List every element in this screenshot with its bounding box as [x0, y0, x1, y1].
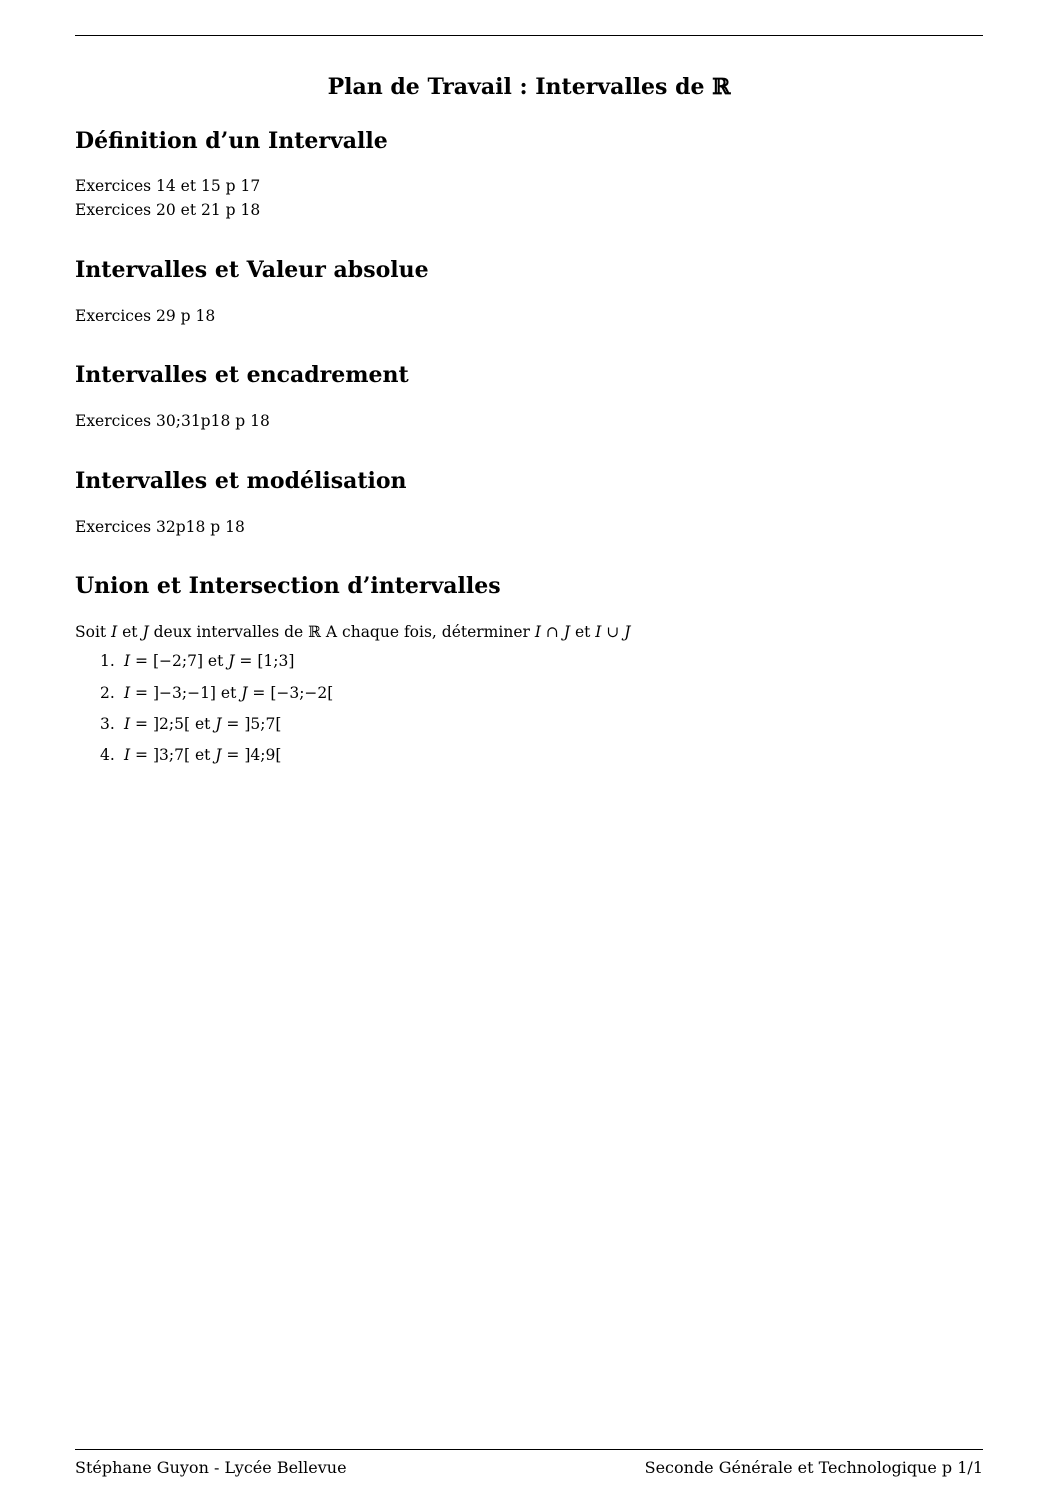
interval-J: ]4;9[ — [244, 746, 282, 764]
list-item — [100, 684, 333, 702]
math-union: I ∪ J — [595, 623, 631, 641]
equals: = — [247, 684, 271, 702]
list-item — [100, 746, 281, 764]
equals: = — [221, 715, 245, 733]
section-heading-definition: Définition d’un Intervalle — [75, 128, 388, 154]
math-J: J — [228, 652, 235, 670]
union-intro — [75, 620, 630, 644]
section-heading-union-intersection: Union et Intersection d’intervalles — [75, 573, 501, 599]
math-I: I — [124, 684, 131, 702]
list-item — [100, 715, 281, 733]
list-number: 4. — [100, 746, 115, 764]
equals: = — [221, 746, 245, 764]
interval-J: [1;3] — [257, 652, 295, 670]
interval-J: ]5;7[ — [244, 715, 282, 733]
section-text-valeur-absolue: Exercices 29 p 18 — [75, 307, 216, 325]
list-et: et — [203, 652, 229, 670]
interval-J: [−3;−2[ — [270, 684, 334, 702]
footer-author: Stéphane Guyon - Lycée Bellevue — [75, 1458, 347, 1477]
section-text-encadrement: Exercices 30;31p18 p 18 — [75, 412, 270, 430]
list-number: 1. — [100, 652, 115, 670]
interval-I: ]3;7[ — [152, 746, 191, 764]
equals: = — [130, 746, 153, 764]
list-number: 2. — [100, 684, 115, 702]
section-heading-valeur-absolue: Intervalles et Valeur absolue — [75, 257, 429, 283]
list-item — [100, 652, 294, 670]
equals: = — [130, 684, 153, 702]
math-J: J — [215, 746, 222, 764]
intro-et: et — [117, 623, 143, 641]
section-text-definition-1: Exercices 14 et 15 p 17 — [75, 177, 261, 195]
section-text-definition-2: Exercices 20 et 21 p 18 — [75, 201, 261, 219]
math-J: J — [215, 715, 222, 733]
list-et: et — [190, 746, 216, 764]
list-et: et — [215, 684, 242, 702]
math-I: I — [124, 715, 131, 733]
equals: = — [130, 715, 153, 733]
list-number: 3. — [100, 715, 115, 733]
math-intersection: I ∩ J — [534, 623, 571, 641]
interval-I: ]−3;−1] — [152, 684, 216, 702]
equals: = — [130, 652, 153, 670]
math-J: J — [241, 684, 248, 702]
intro-text-2: deux intervalles de ℝ A chaque fois, déterminer — [148, 623, 535, 641]
list-et: et — [190, 715, 216, 733]
intro-text-1: Soit — [75, 623, 112, 641]
section-text-modelisation: Exercices 32p18 p 18 — [75, 518, 245, 536]
header-rule — [75, 35, 983, 36]
footer-class-page: Seconde Générale et Technologique p 1/1 — [644, 1458, 983, 1477]
section-heading-encadrement: Intervalles et encadrement — [75, 362, 409, 388]
math-I: I — [124, 652, 131, 670]
page-title: Plan de Travail : Intervalles de ℝ — [327, 74, 731, 100]
math-J: J — [142, 623, 149, 641]
math-I: I — [124, 746, 131, 764]
footer-rule — [75, 1449, 983, 1450]
interval-I: ]2;5[ — [152, 715, 191, 733]
equals: = — [234, 652, 258, 670]
intro-et-2: et — [570, 623, 596, 641]
math-I: I — [111, 623, 118, 641]
section-heading-modelisation: Intervalles et modélisation — [75, 468, 407, 494]
interval-I: [−2;7] — [152, 652, 203, 670]
